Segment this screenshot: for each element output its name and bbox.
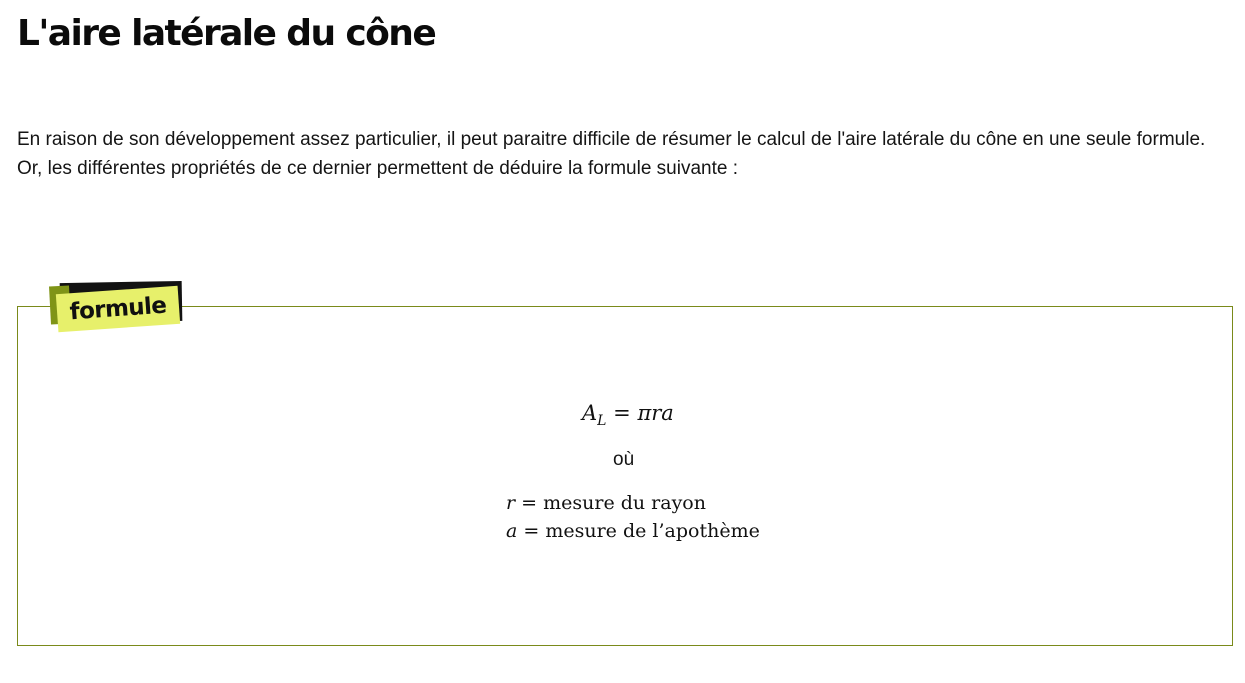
page-title: L'aire latérale du cône: [17, 13, 436, 54]
formula-tag: [50, 281, 186, 331]
definition-symbol: a: [506, 520, 518, 542]
definition-line: [506, 520, 760, 542]
main-formula: [582, 401, 674, 429]
definition-equals: =: [523, 520, 540, 542]
formula-rhs: πra: [637, 401, 674, 425]
definition-symbol: r: [506, 492, 516, 514]
definition-equals: =: [521, 492, 538, 514]
definition-meaning: mesure du rayon: [543, 492, 706, 514]
definition-meaning: mesure de l’apothème: [545, 520, 760, 542]
definition-line: [506, 492, 706, 514]
intro-paragraph: En raison de son développement assez particulier, il peut paraitre difficile de résumer le calcul de l'aire latérale du cône en une seule formule. Or, les différentes propriétés de ce dernier permettent de déduire la formule suivante :: [17, 129, 1206, 179]
formula-equals: =: [613, 401, 631, 425]
formula-box: [17, 306, 1233, 646]
formula-tag-label: formule: [56, 286, 180, 332]
formula-lhs-subscript: L: [597, 413, 607, 429]
where-label: où: [613, 449, 635, 470]
formula-lhs: A: [582, 401, 598, 425]
